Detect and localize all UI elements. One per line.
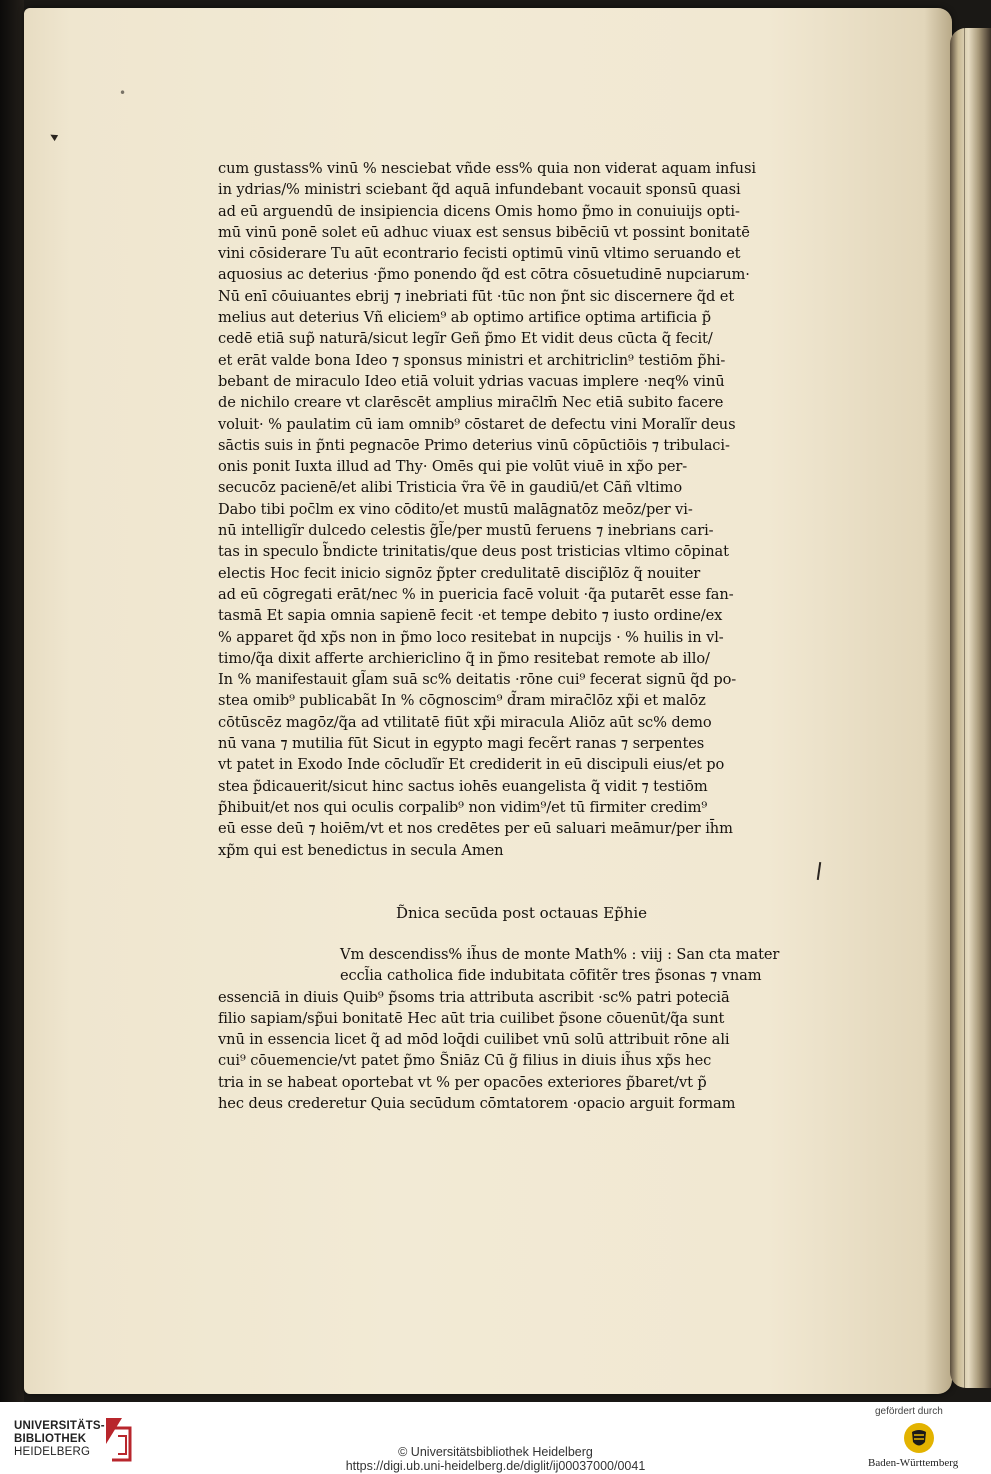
text-line: bebant de miraculo Ideo etiā voluit ydrias vacuas implere ·neq% vinū — [218, 372, 725, 390]
text-line: cedē etiā sup̃ naturā/sicut legĩr Geñ p̃mo Et vidit deus cūcta q̃ fecit/ — [218, 330, 713, 348]
facing-page-edge — [950, 28, 991, 1388]
text-line: In % manifestauit gl̃am suā sc% deitatis ·rōne cui⁹ fecerat signū q̃d po- — [218, 671, 737, 689]
text-line: vt patet in Exodo Inde cōcludĩr Et crediderit in eū discipuli eius/et po — [218, 756, 725, 774]
text-line: % apparet q̃d xp̃s non in p̃mo loco resitebat in nupcijs · % huilis in vl- — [218, 628, 724, 646]
sponsor-name: Baden-Württemberg — [868, 1457, 959, 1469]
text-line: ad eū cōgregati erāt/nec % in puericia facē voluit ·q̃a putarēt esse fan- — [218, 585, 734, 603]
text-line: voluit· % paulatim cū iam omnib⁹ cōstaret de defectu vini Moralĩr deus — [218, 415, 736, 433]
state-seal-icon — [903, 1422, 935, 1454]
text-line: timo/q̃a dixit afferte archiericlino q̃ in p̃mo resitebat remote ab illo/ — [218, 649, 710, 667]
text-line: Dabo tibi poc̄lm ex vino cōdito/et mustū malāgnatōz meōz/per vi- — [218, 500, 693, 518]
copyright-notice: © Universitätsbibliothek Heidelberg — [398, 1445, 593, 1459]
text-line: nū vana ⁊ mutilia fūt Sicut in egypto magi fecẽrt ranas ⁊ serpentes — [218, 735, 705, 753]
text-line: Nū enī cōuiuantes ebrij ⁊ inebriati fūt ·tūc non p̃nt sic discernere q̃d et — [218, 287, 735, 305]
text-line: electis Hoc fecit inicio signōz p̃pter credulitatē discip̃lōz q̃ nouiter — [218, 564, 701, 582]
text-line: nū intelligĩr dulcedo celestis g̃l̃e/per mustū feruens ⁊ inebrians cari- — [218, 522, 714, 540]
text-line: vini cōsiderare Tu aūt econtrario fecisti optimū vinū vltimo seruando et — [218, 245, 741, 263]
section-heading: D̃nica secūda post octauas Ep̃hie — [396, 904, 648, 922]
body-text-block-2 — [218, 944, 850, 1114]
text-line: essenciā in diuis Quib⁹ p̃soms tria attributa ascribit ·sc% patri poteciā — [218, 988, 730, 1006]
text-line: secucōz pacienē/et alibi Tristicia ṽra ṽē in gaudiū/et Cāñ vltimo — [218, 479, 683, 497]
library-name-line: HEIDELBERG — [14, 1446, 91, 1458]
text-line: onis ponit Iuxta illud ad Thy· Omēs qui pie volūt viuē in xp̃o per- — [218, 458, 688, 476]
text-line: mū vinū ponē solet eū adhuc viuax est sensus bibēciū vt possint bonitatē — [218, 223, 750, 241]
text-line: filio sapiam/sp̃ui bonitatē Hec aūt tria cuilibet p̃sone cōuenūt/q̃a sunt — [218, 1009, 725, 1027]
text-line: cui⁹ cōuemencie/vt patet p̃mo S̃niāz Cū g̃ filius in diuis ih̃us xp̃s hec — [218, 1052, 712, 1070]
footer — [0, 1402, 991, 1474]
text-line: et erāt valde bona Ideo ⁊ sponsus ministri et architriclin⁹ testiōm p̃hi- — [218, 351, 726, 369]
body-text-block-1 — [218, 158, 850, 861]
text-line: p̃hibuit/et nos qui oculis corpalib⁹ non vidim⁹/et tū firmiter credim⁹ — [218, 798, 708, 816]
text-line: vnū in essencia licet q̃ ad mōd loq̄di cuilibet vnū solū attribuit rōne ali — [218, 1031, 730, 1049]
page-speck: • — [119, 86, 127, 100]
page-mark: ◂ — [46, 127, 61, 145]
text-line: stea p̃dicauerit/sicut hinc sactus iohēs euangelista q̃ vidit ⁊ testiōm — [218, 777, 708, 795]
text-line: xp̃m qui est benedictus in secula Amen — [218, 841, 504, 859]
text-line: cōtūscēz magōz/q̃a ad vtilitatē fiūt xp̃i miracula Aliōz aūt sc% demo — [218, 713, 712, 731]
text-line: eccl̃ia catholica fide indubitata cōfitẽr tres p̃sonas ⁊ vnam — [340, 967, 762, 985]
text-line: sāctis suis in p̃nti pegnacōe Primo deterius vinū cōpūctiōis ⁊ tribulaci- — [218, 436, 730, 454]
permalink-url[interactable]: https://digi.ub.uni-heidelberg.de/diglit/ij00037000/0041 — [345, 1459, 646, 1473]
text-line: in ydrias/% ministri sciebant q̃d aquā infundebant vocauit sponsū quasi — [218, 181, 741, 199]
text-line: aquosius ac deterius ·p̃mo ponendo q̃d est cōtra cōsuetudinē nupciarum· — [218, 266, 750, 284]
text-line: Vm descendiss% ih̃us de monte Math% : viij : San cta mater — [340, 946, 780, 963]
book-spine-edge — [0, 0, 24, 1402]
text-line: stea omib⁹ publicabãt In % cōgnoscim⁹ d̃ram mirac̄lōz xp̃i et malōz — [218, 692, 706, 710]
text-line: tria in se habeat oportebat vt % per opacōes exteriores p̃baret/vt p̃ — [218, 1073, 707, 1091]
text-line: eū esse deū ⁊ hoiēm/vt et nos credētes per eū saluari meāmur/per ih̄m — [218, 820, 733, 838]
library-name-line: BIBLIOTHEK — [14, 1433, 87, 1445]
text-line: hec deus crederetur Quia secūdum cōmtatorem ·opacio arguit formam — [218, 1095, 736, 1113]
text-line: tasmā Et sapia omnia sapienē fecit ·et tempe debito ⁊ iusto ordine/ex — [218, 607, 723, 625]
sponsor-label: gefördert durch — [875, 1406, 943, 1417]
text-line: ad eū arguendū de insipiencia dicens Omis homo p̃mo in conuiuijs opti- — [218, 202, 740, 220]
text-line: cum gustass% vinū % nesciebat vñde ess% quia non viderat aquam infusi — [218, 160, 756, 177]
library-name-line: UNIVERSITÄTS- — [14, 1420, 105, 1432]
text-line: de nichilo creare vt clarēscēt amplius mirac̄lm̄ Nec etiā subito facere — [218, 394, 724, 412]
text-line: melius aut deterius Vñ eliciem⁹ ab optimo artifice optima artificia p̃ — [218, 309, 712, 327]
text-line: tas in speculo b̃ndicte trinitatis/que deus post tristicias vltimo cōpinat — [218, 543, 729, 561]
